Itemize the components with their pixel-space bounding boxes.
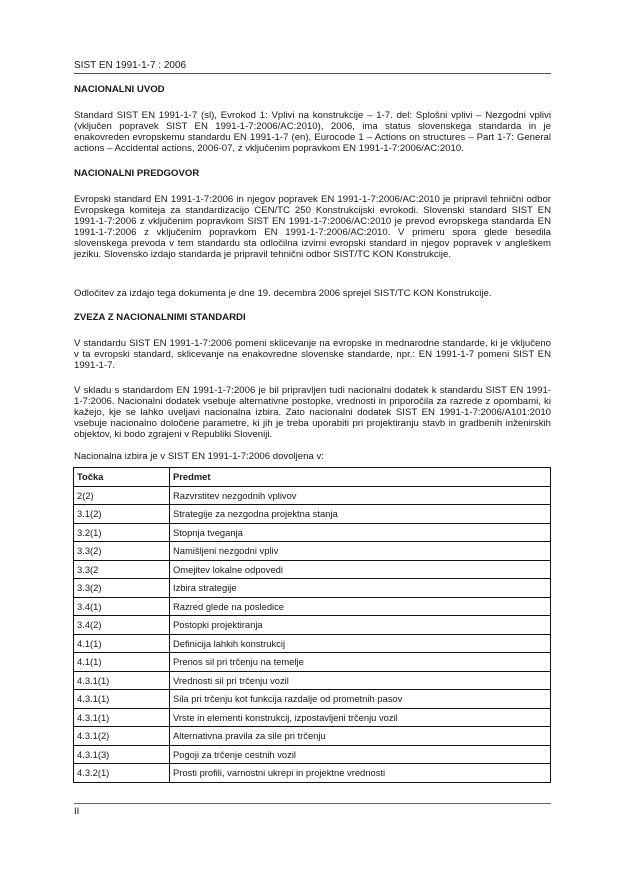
paragraph-odlocitev: Odločitev za izdajo tega dokumenta je dne 19. decembra 2006 sprejel SIST/TC KON Konstrukcije. [74, 288, 492, 299]
cell-predmet: Izbira strategije [170, 579, 551, 598]
cell-tocka: 4.3.1(1) [74, 690, 170, 709]
heading-nacionalni-predgovor: NACIONALNI PREDGOVOR [74, 168, 200, 179]
cell-predmet: Vrste in elementi konstrukcij, izpostavljeni trčenju vozil [170, 708, 551, 727]
table-row [74, 486, 551, 505]
cell-tocka: 4.1(1) [74, 634, 170, 653]
table-row [74, 523, 551, 542]
cell-tocka: 3.4(1) [74, 597, 170, 616]
cell-predmet: Postopki projektiranja [170, 616, 551, 635]
paragraph-sklicevanje: V standardu SIST EN 1991-1-7:2006 pomeni sklicevanje na evropske in mednarodne standarde, ki je vključeno v ta evropski standard, sklicevanje na enakovredne slovenske standarde, npr.: EN 1991-1-7 pomeni SIST EN 1991-1-7. [74, 338, 551, 371]
paragraph-predgovor: Evropski standard EN 1991-1-7:2006 in njegov popravek EN 1991-1-7:2006/AC:2010 je pripravil tehnični odbor Evropskega komiteja za standardizacijo CEN/TC 250 Konstrukcijski evrokodi. Slovenski standard SIST EN 1991-1-7:2006 z vključenim popravkom SIST EN 1991-1-7:2006/AC:2010 je prevod evropskega standarda EN 1991-1-7:2006 z vključenim popravkom EN 1991-1-7:2006/AC:2010. V primeru spora glede besedila slovenskega prevoda v tem standardu sta odločilna izvirni evropski standard in njegov popravek v angleškem jeziku. Slovensko izdajo standarda je pripravil tehnični odbor SIST/TC KON Konstrukcije. [74, 194, 551, 260]
cell-predmet: Razred glede na posledice [170, 597, 551, 616]
heading-nacionalni-uvod: NACIONALNI UVOD [74, 84, 165, 95]
table-header-row [74, 468, 551, 487]
cell-predmet: Prenos sil pri trčenju na temelje [170, 653, 551, 672]
table-row [74, 708, 551, 727]
cell-tocka: 3.3(2 [74, 560, 170, 579]
table-row [74, 727, 551, 746]
cell-predmet: Stopnja tveganja [170, 523, 551, 542]
heading-zveza-z-nacionalnimi-standardi: ZVEZA Z NACIONALNIMI STANDARDI [74, 312, 246, 323]
cell-tocka: 3.3(2) [74, 542, 170, 561]
cell-tocka: 3.2(1) [74, 523, 170, 542]
cell-predmet: Omejitev lokalne odpovedi [170, 560, 551, 579]
footer-rule [74, 803, 551, 804]
cell-tocka: 4.3.1(1) [74, 671, 170, 690]
table-row [74, 634, 551, 653]
cell-tocka: 3.1(2) [74, 505, 170, 524]
table-row [74, 505, 551, 524]
table-row [74, 616, 551, 635]
header-rule [74, 73, 551, 74]
table-row [74, 542, 551, 561]
cell-predmet: Definicija lahkih konstrukcij [170, 634, 551, 653]
cell-predmet: Vrednosti sil pri trčenju vozil [170, 671, 551, 690]
cell-predmet: Razvrstitev nezgodnih vplivov [170, 486, 551, 505]
cell-tocka: 3.3(2) [74, 579, 170, 598]
table-row [74, 671, 551, 690]
cell-tocka: 3.4(2) [74, 616, 170, 635]
cell-tocka: 4.3.1(1) [74, 708, 170, 727]
cell-predmet: Strategije za nezgodna projektna stanja [170, 505, 551, 524]
table-row [74, 597, 551, 616]
table-row [74, 579, 551, 598]
column-header-tocka: Točka [74, 468, 170, 487]
cell-predmet: Prosti profili, varnostni ukrepi in projektne vrednosti [170, 764, 551, 783]
table-row [74, 653, 551, 672]
paragraph-nacionalni-dodatek: V skladu s standardom EN 1991-1-7:2006 je bil pripravljen tudi nacionalni dodatek k standardu SIST EN 1991-1-7:2006. Nacionalni dodatek vsebuje alternativne postopke, vrednosti in priporočila za razrede z opombami, ki kažejo, kje se lahko uveljavi nacionalna izbira. Zato nacionalni dodatek SIST EN 1991-1-7:2006/A101:2010 vsebuje nacionalno določene parametre, ki jih je treba uporabiti pri projektiranju stavb in gradbenih inženirskih objektov, ki bodo zgrajeni v Republiki Sloveniji. [74, 385, 551, 440]
paragraph-nacionalna-izbira: Nacionalna izbira je v SIST EN 1991-1-7:2006 dovoljena v: [74, 451, 324, 462]
cell-tocka: 4.3.1(3) [74, 745, 170, 764]
page-number: II [74, 806, 80, 817]
running-header-title: SIST EN 1991-1-7 : 2006 [74, 60, 187, 71]
national-choice-table [73, 467, 551, 783]
column-header-predmet: Predmet [170, 468, 551, 487]
table-row [74, 560, 551, 579]
cell-tocka: 4.3.2(1) [74, 764, 170, 783]
cell-tocka: 4.1(1) [74, 653, 170, 672]
paragraph-uvod: Standard SIST EN 1991-1-7 (sl), Evrokod 1: Vplivi na konstrukcije – 1-7. del: Splošni vplivi – Nezgodni vplivi (vključen popravek SIST EN 1991-1-7:2006/AC:2010), 2006, ima status slovenskega standarda in je enakovreden evropskemu standardu EN 1991-1-7 (en), Eurocode 1 – Actions on structures – Part 1-7: General actions – Accidental actions, 2006-07, z vključenim popravkom EN 1991-1-7:2006/AC:2010. [74, 110, 551, 154]
cell-predmet: Alternativna pravila za sile pri trčenju [170, 727, 551, 746]
table-row [74, 764, 551, 783]
table-row [74, 745, 551, 764]
table-row [74, 690, 551, 709]
cell-predmet: Sila pri trčenju kot funkcija razdalje od prometnih pasov [170, 690, 551, 709]
cell-tocka: 2(2) [74, 486, 170, 505]
cell-predmet: Namišljeni nezgodni vpliv [170, 542, 551, 561]
cell-predmet: Pogoji za trčenje cestnih vozil [170, 745, 551, 764]
cell-tocka: 4.3.1(2) [74, 727, 170, 746]
